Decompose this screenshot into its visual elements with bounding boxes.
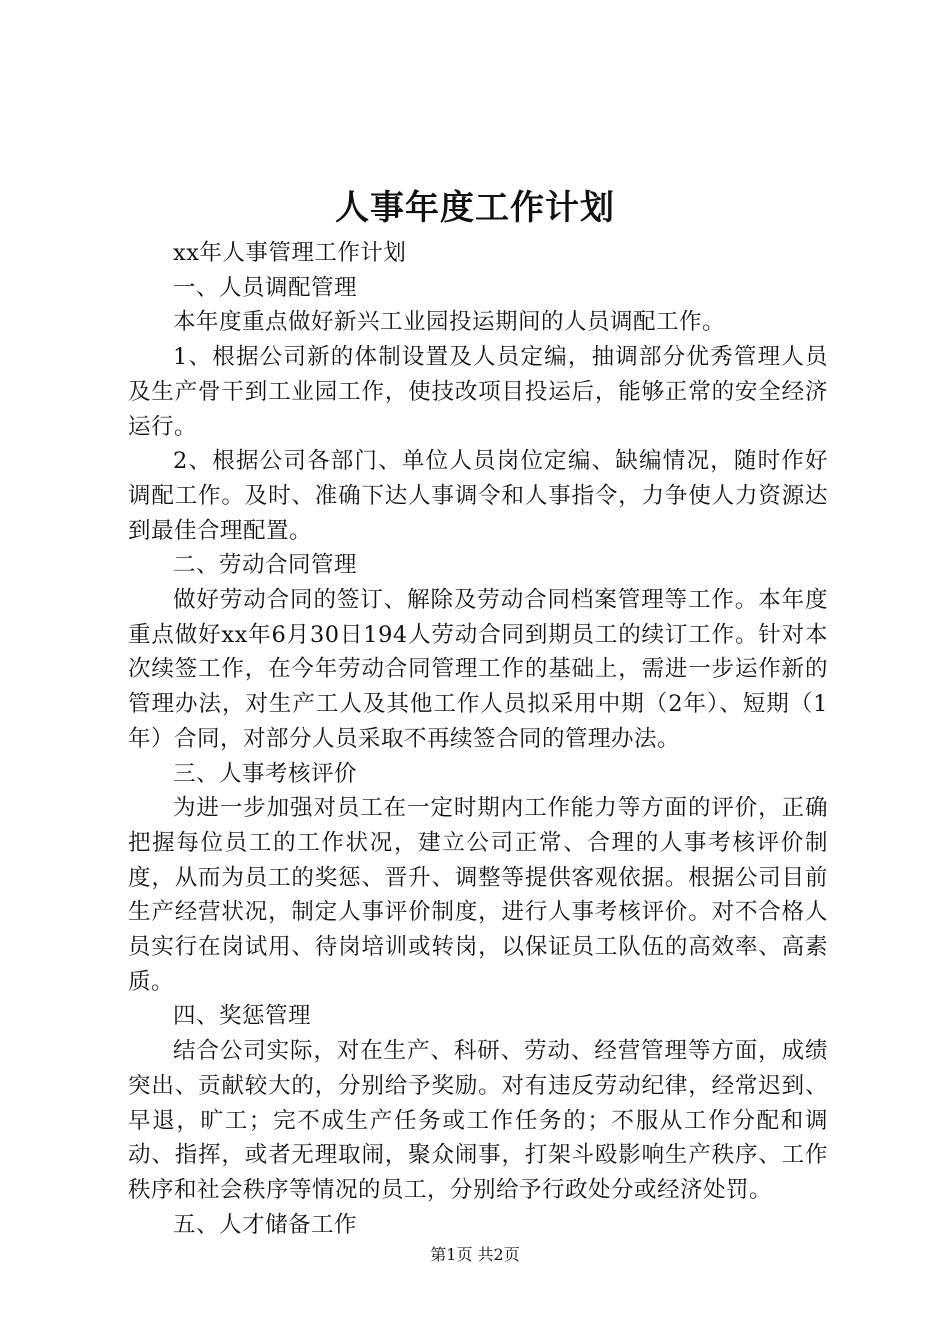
document-title: 人事年度工作计划: [335, 188, 615, 228]
section-heading-1: 一、人员调配管理: [173, 274, 358, 301]
paragraph: 本年度重点做好新兴工业园投运期间的人员调配工作。: [173, 309, 726, 336]
section-heading-3: 三、人事考核评价: [173, 760, 358, 787]
paragraph: 做好劳动合同的签订、解除及劳动合同档案管理等工作。本年度重点做好xx年6月30日194人劳动合同到期员工的续订工作。针对本次续签工作，在今年劳动合同管理工作的基础上，需进一步运作新的管理办法，对生产工人及其他工作人员拟采用中期（2年）、短期（1年）合同，对部分人员采取不再续签合同的管理办法。: [128, 587, 828, 752]
document-body: [128, 236, 828, 1242]
paragraph: 为进一步加强对员工在一定时期内工作能力等方面的评价，正确把握每位员工的工作状况，建立公司正常、合理的人事考核评价制度，从而为员工的奖惩、晋升、调整等提供客观依据。根据公司目前生产经营状况，制定人事评价制度，进行人事考核评价。对不合格人员实行在岗试用、待岗培训或转岗，以保证员工队伍的高效率、高素质。: [128, 795, 828, 995]
section-heading-2: 二、劳动合同管理: [173, 552, 358, 579]
section-heading-5: 五、人才储备工作: [173, 1211, 358, 1238]
section-heading-4: 四、奖惩管理: [173, 1003, 312, 1030]
page-footer: 第1页 共2页: [430, 1245, 520, 1264]
paragraph: 1、根据公司新的体制设置及人员定编，抽调部分优秀管理人员及生产骨干到工业园工作，使技改项目投运后，能够正常的安全经济运行。: [128, 344, 828, 440]
paragraph: 2、根据公司各部门、单位人员岗位定编、缺编情况，随时作好调配工作。及时、准确下达人事调令和人事指令，力争使人力资源达到最佳合理配置。: [128, 448, 828, 544]
plan-heading: xx年人事管理工作计划: [173, 240, 407, 266]
paragraph: 结合公司实际，对在生产、科研、劳动、经营管理等方面，成绩突出、贡献较大的，分别给予奖励。对有违反劳动纪律，经常迟到、早退，旷工；完不成生产任务或工作任务的；不服从工作分配和调动、指挥，或者无理取闹，聚众闹事，打架斗殴影响生产秩序、工作秩序和社会秩序等情况的员工，分别给予行政处分或经济处罚。: [128, 1038, 828, 1203]
